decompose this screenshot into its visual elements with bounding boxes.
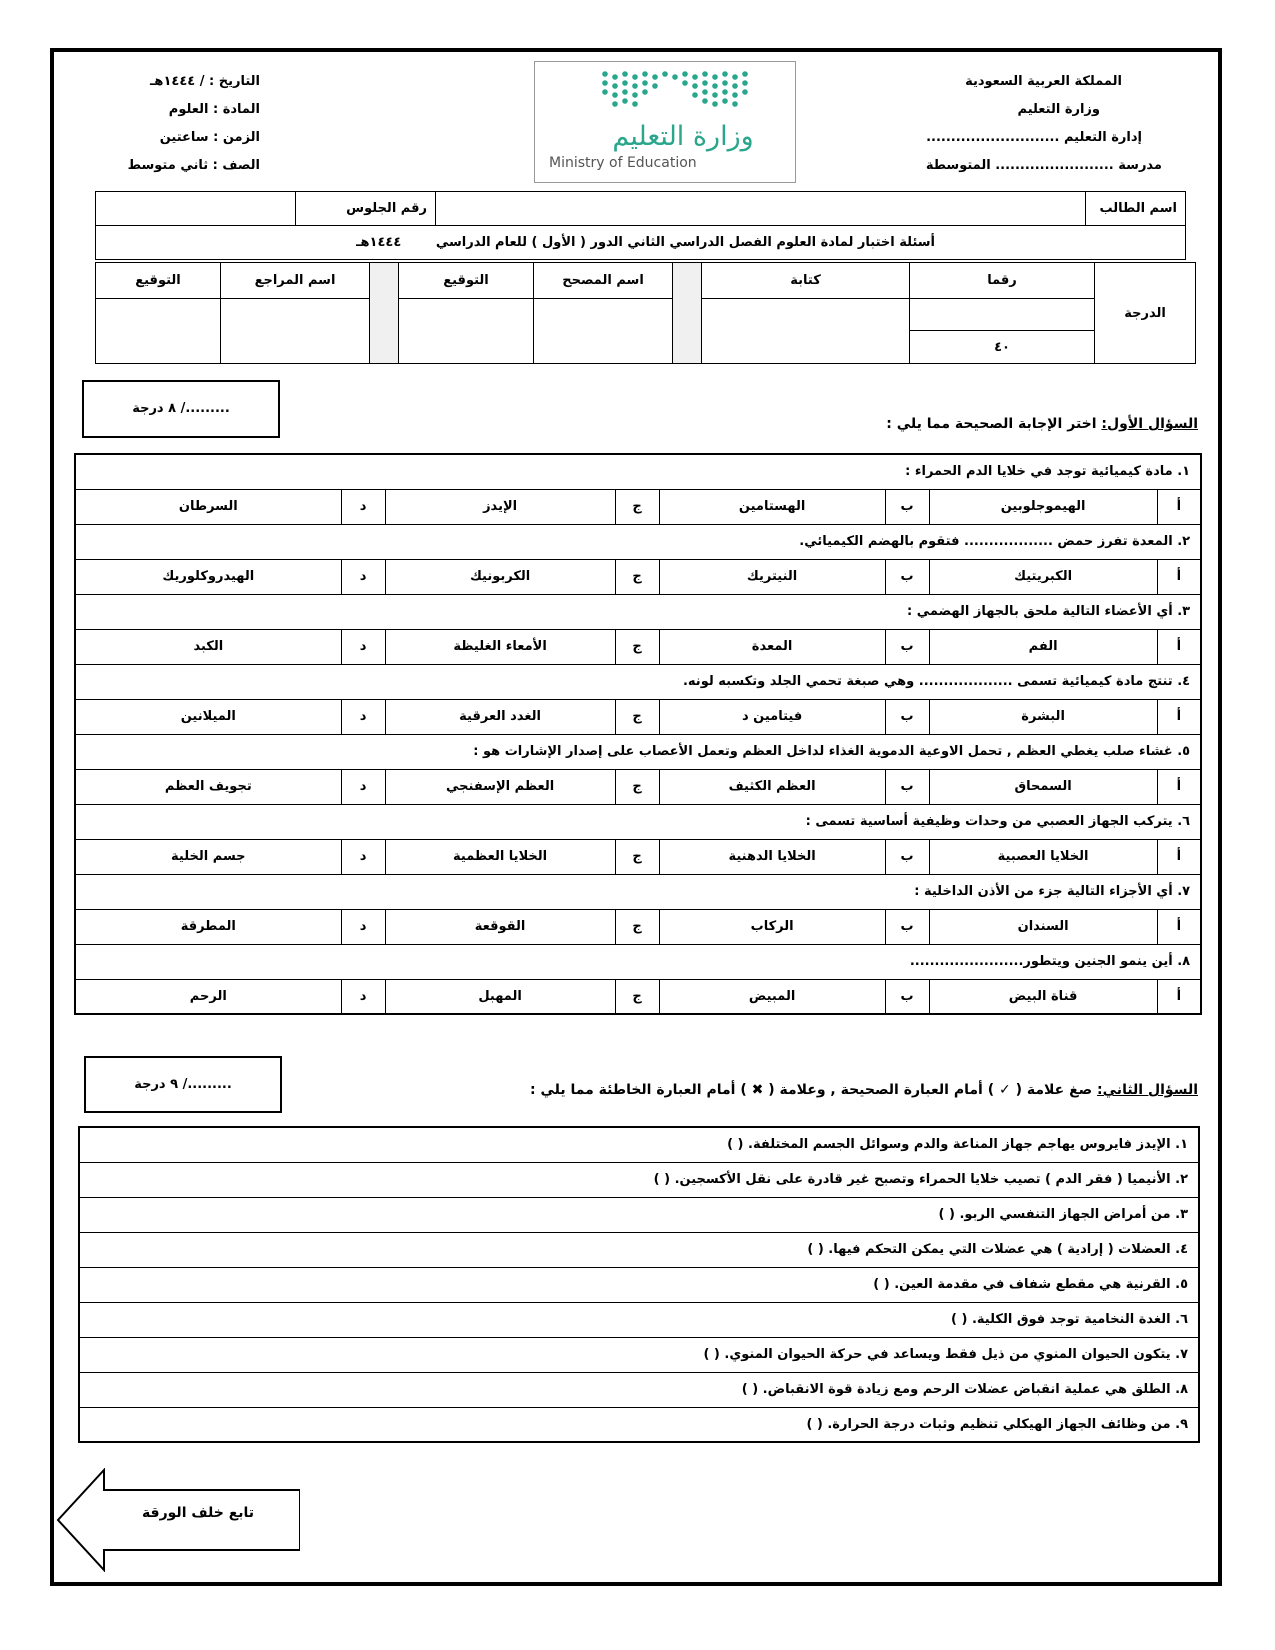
mcq-option-letter: أ <box>1157 629 1201 664</box>
mcq-option[interactable]: الخلايا العظمية <box>385 839 615 874</box>
student-name-label: اسم الطالب <box>1086 192 1186 226</box>
mcq-option-letter: ج <box>615 489 659 524</box>
seat-number-field[interactable] <box>96 192 296 226</box>
mcq-options-row <box>75 769 1201 804</box>
mcq-option-letter: د <box>341 629 385 664</box>
logo-dot <box>622 80 628 86</box>
logo-dot <box>712 74 718 80</box>
header-education-admin: إدارة التعليم ........................... <box>926 130 1142 145</box>
mcq-option-letter: د <box>341 769 385 804</box>
logo-dot <box>692 83 698 89</box>
mcq-option-letter: د <box>341 699 385 734</box>
q2-score-box: ........./ ٩ درجة <box>84 1056 282 1113</box>
q2-title <box>530 1082 1198 1098</box>
logo-dot <box>632 83 638 89</box>
exam-year: ١٤٤٤هـ <box>356 235 402 250</box>
mcq-question-stem: ٢. المعدة تفرز حمض .................. فتقوم بالهضم الكيميائي. <box>75 524 1201 559</box>
logo-dot <box>612 74 618 80</box>
mcq-option-letter: أ <box>1157 769 1201 804</box>
mcq-question-stem: ٧. أي الأجزاء التالية جزء من الأذن الداخلية : <box>75 874 1201 909</box>
logo-dot <box>702 71 708 77</box>
ministry-logo-graphic <box>535 62 795 182</box>
logo-dot <box>732 74 738 80</box>
mcq-option[interactable]: السندان <box>929 909 1157 944</box>
mcq-option[interactable]: المعدة <box>659 629 885 664</box>
logo-dot <box>722 89 728 95</box>
logo-dot <box>602 71 608 77</box>
logo-dot <box>712 101 718 107</box>
mcq-option[interactable]: السمحاق <box>929 769 1157 804</box>
header-grade: الصف : ثاني متوسط <box>127 158 260 173</box>
tf-statement[interactable]: ٦. الغدة النخامية توجد فوق الكلية. ( ) <box>79 1302 1199 1337</box>
logo-dot <box>602 80 608 86</box>
logo-dot <box>702 89 708 95</box>
mcq-option-letter: ب <box>885 489 929 524</box>
header-duration: الزمن : ساعتين <box>159 130 260 145</box>
mcq-question-stem: ٨. أين ينمو الجنين ويتطور....................... <box>75 944 1201 979</box>
exam-title: أسئلة اختبار لمادة العلوم الفصل الدراسي الثاني الدور ( الأول ) للعام الدراسي <box>435 235 935 250</box>
logo-dot <box>602 89 608 95</box>
header-country: المملكة العربية السعودية <box>965 74 1122 89</box>
mcq-question-row <box>75 874 1201 909</box>
logo-dot <box>722 98 728 104</box>
mcq-option-letter: د <box>341 489 385 524</box>
tf-statement[interactable]: ٧. يتكون الحيوان المنوي من ذيل فقط ويساعد في حركة الحيوان المنوي. ( ) <box>79 1337 1199 1372</box>
student-info-table <box>95 191 1186 260</box>
logo-dot <box>732 101 738 107</box>
logo-dot <box>742 89 748 95</box>
mcq-option[interactable]: الإيدز <box>385 489 615 524</box>
mcq-option[interactable]: الغدد العرقية <box>385 699 615 734</box>
corrector-name-field[interactable] <box>534 299 673 364</box>
mcq-options-row <box>75 559 1201 594</box>
mcq-option-letter: ج <box>615 699 659 734</box>
mcq-options-row <box>75 699 1201 734</box>
mcq-option[interactable]: تجويف العظم <box>75 769 341 804</box>
mcq-question-stem: ٦. يتركب الجهاز العصبي من وحدات وظيفية أساسية تسمى : <box>75 804 1201 839</box>
mcq-option[interactable]: الميلانين <box>75 699 341 734</box>
tf-statement[interactable]: ٢. الأنيميا ( فقر الدم ) تصيب خلايا الحمراء وتصبح غير قادرة على نقل الأكسجين. ( ) <box>79 1162 1199 1197</box>
mcq-options-row <box>75 909 1201 944</box>
logo-dot <box>652 74 658 80</box>
mcq-option[interactable]: الكربونيك <box>385 559 615 594</box>
mcq-option-letter: ج <box>615 909 659 944</box>
logo-dot <box>652 83 658 89</box>
tf-row <box>79 1127 1199 1162</box>
logo-arabic-text: وزارة التعليم <box>612 121 754 152</box>
seat-number-label: رقم الجلوس <box>296 192 436 226</box>
mcq-option[interactable]: جسم الخلية <box>75 839 341 874</box>
tf-statement[interactable]: ٩. من وظائف الجهاز الهيكلي تنظيم وثبات درجة الحرارة. ( ) <box>79 1407 1199 1442</box>
mcq-option-letter: أ <box>1157 909 1201 944</box>
reviewer-name-label: اسم المراجع <box>221 263 370 299</box>
mcq-option-letter: أ <box>1157 559 1201 594</box>
ministry-logo <box>534 61 796 183</box>
tf-statement[interactable]: ١. الإيدز فايروس يهاجم جهاز المناعة والدم وسوائل الجسم المختلفة. ( ) <box>79 1127 1199 1162</box>
mcq-option-letter: أ <box>1157 979 1201 1014</box>
mcq-option-letter: ب <box>885 839 929 874</box>
mcq-question-row <box>75 944 1201 979</box>
grade-digits-label: رقما <box>910 263 1095 299</box>
q2-true-false-table <box>78 1126 1200 1443</box>
header-date: التاريخ : / ١٤٤٤هـ <box>149 74 260 89</box>
mcq-question-stem: ٥. غشاء صلب يغطي العظم , تحمل الاوعية الدموية الغذاء لداخل العظم وتعمل الأعصاب على إصدار الإشارات هو : <box>75 734 1201 769</box>
mcq-option[interactable]: الكبريتيك <box>929 559 1157 594</box>
mcq-option-letter: ب <box>885 559 929 594</box>
tf-statement[interactable]: ٨. الطلق هي عملية انقباض عضلات الرحم ومع زيادة قوة الانقباض. ( ) <box>79 1372 1199 1407</box>
grades-spacer <box>370 263 399 364</box>
logo-dot <box>692 92 698 98</box>
logo-dot <box>672 74 678 80</box>
logo-dot <box>642 80 648 86</box>
mcq-option[interactable]: الهيموجلوبين <box>929 489 1157 524</box>
grade-words-field[interactable] <box>702 299 910 364</box>
logo-dot <box>642 71 648 77</box>
mcq-option-letter: د <box>341 909 385 944</box>
logo-dot <box>732 92 738 98</box>
mcq-option[interactable]: المطرقة <box>75 909 341 944</box>
mcq-option-letter: أ <box>1157 699 1201 734</box>
logo-english-text: Ministry of Education <box>549 155 697 171</box>
header-ministry: وزارة التعليم <box>1017 102 1100 117</box>
mcq-option-letter: ب <box>885 699 929 734</box>
mcq-option-letter: د <box>341 559 385 594</box>
q1-score-box: ........./ ٨ درجة <box>82 380 280 438</box>
grade-words-label: كتابة <box>702 263 910 299</box>
mcq-option-letter: ج <box>615 979 659 1014</box>
grade-digits-field[interactable] <box>910 299 1095 331</box>
tf-row <box>79 1162 1199 1197</box>
mcq-options-row <box>75 629 1201 664</box>
mcq-option-letter: ب <box>885 769 929 804</box>
corrector-name-label: اسم المصحح <box>534 263 673 299</box>
logo-dot <box>622 71 628 77</box>
logo-dot <box>632 101 638 107</box>
reviewer-signature-label: التوقيع <box>96 263 221 299</box>
grade-total: ٤٠ <box>910 331 1095 364</box>
mcq-question-stem: ٤. تنتج مادة كيميائية تسمى ................... وهي صبغة تحمي الجلد وتكسبه لونه. <box>75 664 1201 699</box>
grade-label: الدرجة <box>1095 263 1196 364</box>
mcq-option[interactable]: الأمعاء الغليظة <box>385 629 615 664</box>
mcq-option-letter: ب <box>885 979 929 1014</box>
mcq-question-stem: ٣. أي الأعضاء التالية ملحق بالجهاز الهضمي : <box>75 594 1201 629</box>
logo-dot <box>612 101 618 107</box>
mcq-option[interactable]: السرطان <box>75 489 341 524</box>
logo-dot <box>622 89 628 95</box>
mcq-question-row <box>75 524 1201 559</box>
mcq-option-letter: ج <box>615 839 659 874</box>
mcq-option[interactable]: الكبد <box>75 629 341 664</box>
tf-row <box>79 1232 1199 1267</box>
mcq-question-row <box>75 454 1201 489</box>
mcq-option[interactable]: الهيدروكلوريك <box>75 559 341 594</box>
logo-dot <box>632 74 638 80</box>
mcq-option-letter: ج <box>615 629 659 664</box>
logo-dot <box>682 80 688 86</box>
logo-dot <box>692 74 698 80</box>
logo-dot <box>712 83 718 89</box>
mcq-option-letter: د <box>341 979 385 1014</box>
mcq-option[interactable]: الرحم <box>75 979 341 1014</box>
logo-dot <box>732 83 738 89</box>
q1-title <box>886 416 1198 432</box>
logo-dot <box>702 80 708 86</box>
grades-table <box>95 262 1196 364</box>
tf-statement[interactable]: ٤. العضلات ( إرادية ) هي عضلات التي يمكن التحكم فيها. ( ) <box>79 1232 1199 1267</box>
mcq-option-letter: د <box>341 839 385 874</box>
grades-spacer <box>673 263 702 364</box>
reviewer-name-field[interactable] <box>221 299 370 364</box>
mcq-option[interactable]: العظم الكثيف <box>659 769 885 804</box>
logo-dot <box>722 71 728 77</box>
tf-row <box>79 1197 1199 1232</box>
logo-dot <box>622 98 628 104</box>
mcq-option[interactable]: فيتامين د <box>659 699 885 734</box>
mcq-option[interactable]: الهستامين <box>659 489 885 524</box>
tf-statement[interactable]: ٥. القرنية هي مقطع شفاف في مقدمة العين. ( ) <box>79 1267 1199 1302</box>
logo-dot <box>612 92 618 98</box>
mcq-option-letter: أ <box>1157 839 1201 874</box>
mcq-option-letter: ج <box>615 769 659 804</box>
corrector-signature-field[interactable] <box>399 299 534 364</box>
header-left-block <box>110 68 260 180</box>
mcq-option-letter: ج <box>615 559 659 594</box>
corrector-signature-label: التوقيع <box>399 263 534 299</box>
logo-dot <box>742 80 748 86</box>
mcq-options-row <box>75 489 1201 524</box>
mcq-option[interactable]: المهبل <box>385 979 615 1014</box>
mcq-options-row <box>75 839 1201 874</box>
q1-mcq-table <box>74 453 1202 1015</box>
mcq-option-letter: أ <box>1157 489 1201 524</box>
mcq-option[interactable]: قناة البيض <box>929 979 1157 1014</box>
exam-title-cell <box>96 226 1186 260</box>
header-subject: المادة : العلوم <box>168 102 260 117</box>
reviewer-signature-field[interactable] <box>96 299 221 364</box>
mcq-option[interactable]: الركاب <box>659 909 885 944</box>
q1-title-text: اختر الإجابة الصحيحة مما يلي : <box>886 416 1102 432</box>
continue-label: تابع خلف الورقة <box>141 1505 255 1521</box>
mcq-question-stem: ١. مادة كيميائية توجد في خلايا الدم الحمراء : <box>75 454 1201 489</box>
mcq-question-row <box>75 804 1201 839</box>
tf-row <box>79 1267 1199 1302</box>
mcq-option[interactable]: الخلايا الدهنية <box>659 839 885 874</box>
student-name-field[interactable] <box>436 192 1086 226</box>
header-school: مدرسة ........................ المتوسطة <box>925 158 1162 173</box>
mcq-question-row <box>75 594 1201 629</box>
logo-dot <box>612 83 618 89</box>
logo-dot <box>682 71 688 77</box>
mcq-option-letter: ب <box>885 909 929 944</box>
logo-dot <box>702 98 708 104</box>
header-right-block <box>882 68 1162 180</box>
mcq-option[interactable]: الفم <box>929 629 1157 664</box>
q2-title-prefix: السؤال الثاني: <box>1097 1082 1198 1098</box>
mcq-option-letter: ب <box>885 629 929 664</box>
mcq-question-row <box>75 664 1201 699</box>
logo-dot <box>662 71 668 77</box>
mcq-question-row <box>75 734 1201 769</box>
mcq-option[interactable]: النيتريك <box>659 559 885 594</box>
logo-dot <box>632 92 638 98</box>
q2-title-text: صغ علامة ( ✓ ) أمام العبارة الصحيحة , وعلامة ( ✖ ) أمام العبارة الخاطئة مما يلي : <box>530 1082 1098 1098</box>
tf-statement[interactable]: ٣. من أمراض الجهاز التنفسي الربو. ( ) <box>79 1197 1199 1232</box>
tf-row <box>79 1372 1199 1407</box>
mcq-option[interactable]: الخلايا العصبية <box>929 839 1157 874</box>
mcq-option[interactable]: العظم الإسفنجي <box>385 769 615 804</box>
mcq-option[interactable]: البشرة <box>929 699 1157 734</box>
tf-row <box>79 1407 1199 1442</box>
mcq-options-row <box>75 979 1201 1014</box>
logo-dot <box>712 92 718 98</box>
logo-dot <box>742 71 748 77</box>
logo-dot <box>722 80 728 86</box>
q1-title-prefix: السؤال الأول: <box>1101 416 1198 432</box>
tf-row <box>79 1302 1199 1337</box>
mcq-option[interactable]: المبيض <box>659 979 885 1014</box>
tf-row <box>79 1337 1199 1372</box>
mcq-option[interactable]: القوقعة <box>385 909 615 944</box>
logo-dot <box>642 89 648 95</box>
